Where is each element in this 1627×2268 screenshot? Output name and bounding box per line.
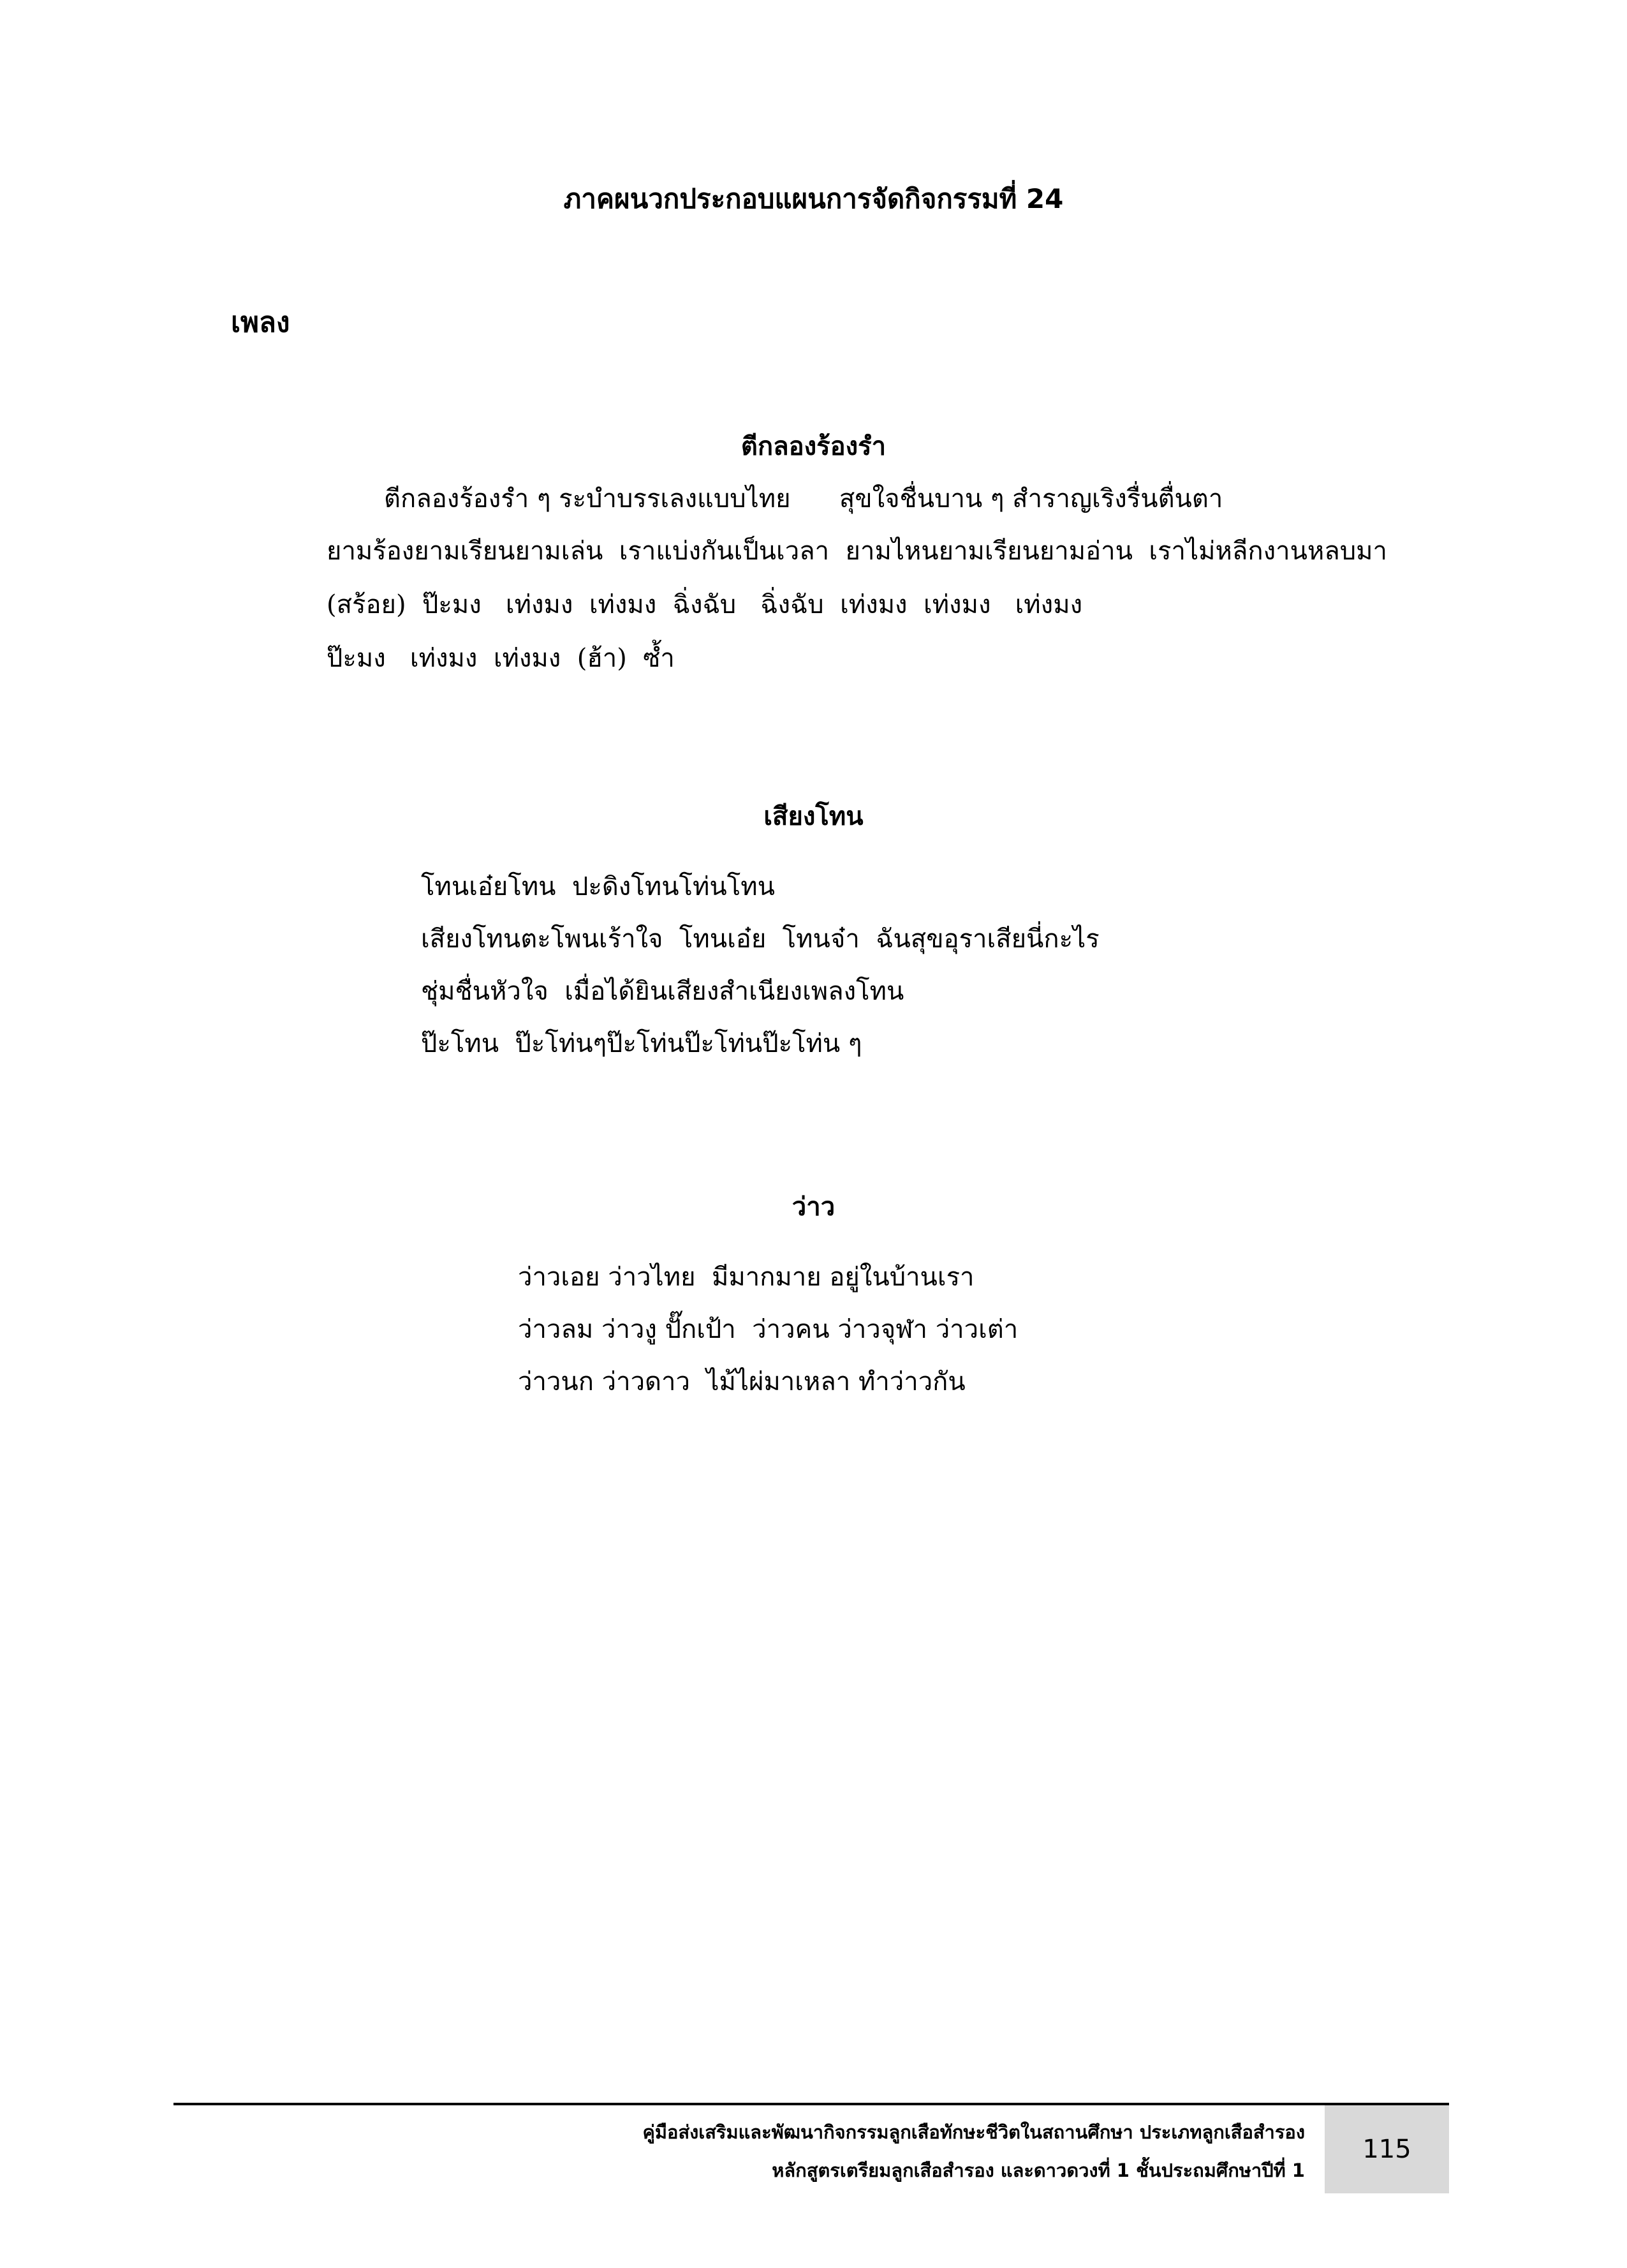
song-title: ตีกลองร้องรำ xyxy=(740,432,887,461)
song-line: ว่าวลม ว่าวงู ปั๊กเป้า ว่าวคน ว่าวจุฬา ว่าวเต่า xyxy=(518,1315,1019,1344)
footer-line: หลักสูตรเตรียมลูกเสือสำรอง และดาวดวงที่ 1 ชั้นประถมศึกษาปีที่ 1 xyxy=(772,2160,1305,2181)
page-title: ภาคผนวกประกอบแผนการจัดกิจกรรมที่ 24 xyxy=(563,183,1064,214)
footer-line: คู่มือส่งเสริมและพัฒนากิจกรรมลูกเสือทักษะชีวิตในสถานศึกษา ประเภทลูกเสือสำรอง xyxy=(642,2121,1305,2143)
footer-rule xyxy=(173,2103,1449,2105)
song-line: ชุ่มชื่นหัวใจ เมื่อได้ยินเสียงสำเนียงเพลงโทน xyxy=(421,977,904,1006)
song-line: เสียงโทนตะโพนเร้าใจ โทนเอ๋ย โทนจ๋า ฉันสุขอุราเสียนี่กะไร xyxy=(421,924,1100,954)
page-number: 115 xyxy=(1325,2105,1449,2193)
song-line: ยามร้องยามเรียนยามเล่น เราแบ่งกันเป็นเวลา ยามไหนยามเรียนยามอ่าน เราไม่หลีกงานหลบมา xyxy=(327,537,1388,566)
song-line: ป๊ะโทน ป๊ะโท่นๆป๊ะโท่นป๊ะโท่นป๊ะโท่น ๆ xyxy=(421,1029,862,1058)
song-title: เสียงโทน xyxy=(763,802,864,831)
song-line: ตีกลองร้องรำ ๆ ระบำบรรเลงแบบไทย สุขใจชื่นบาน ๆ สำราญเริงรื่นตื่นตา xyxy=(384,484,1223,514)
song-title: ว่าว xyxy=(791,1192,836,1222)
song-line: ว่าวนก ว่าวดาว ไม้ไผ่มาเหลา ทำว่าวกัน xyxy=(518,1367,966,1397)
song-line: ป๊ะมง เท่งมง เท่งมง (ฮ้า) ซ้ำ xyxy=(327,644,675,673)
song-line: ว่าวเอย ว่าวไทย มีมากมาย อยู่ในบ้านเรา xyxy=(518,1263,975,1292)
section-heading: เพลง xyxy=(231,306,290,339)
song-line: (สร้อย) ป๊ะมง เท่งมง เท่งมง ฉิ่งฉับ ฉิ่งฉับ เท่งมง เท่งมง เท่งมง xyxy=(327,590,1083,619)
song-line: โทนเอ๋ยโทน ปะดิงโทนโท่นโทน xyxy=(421,872,775,901)
